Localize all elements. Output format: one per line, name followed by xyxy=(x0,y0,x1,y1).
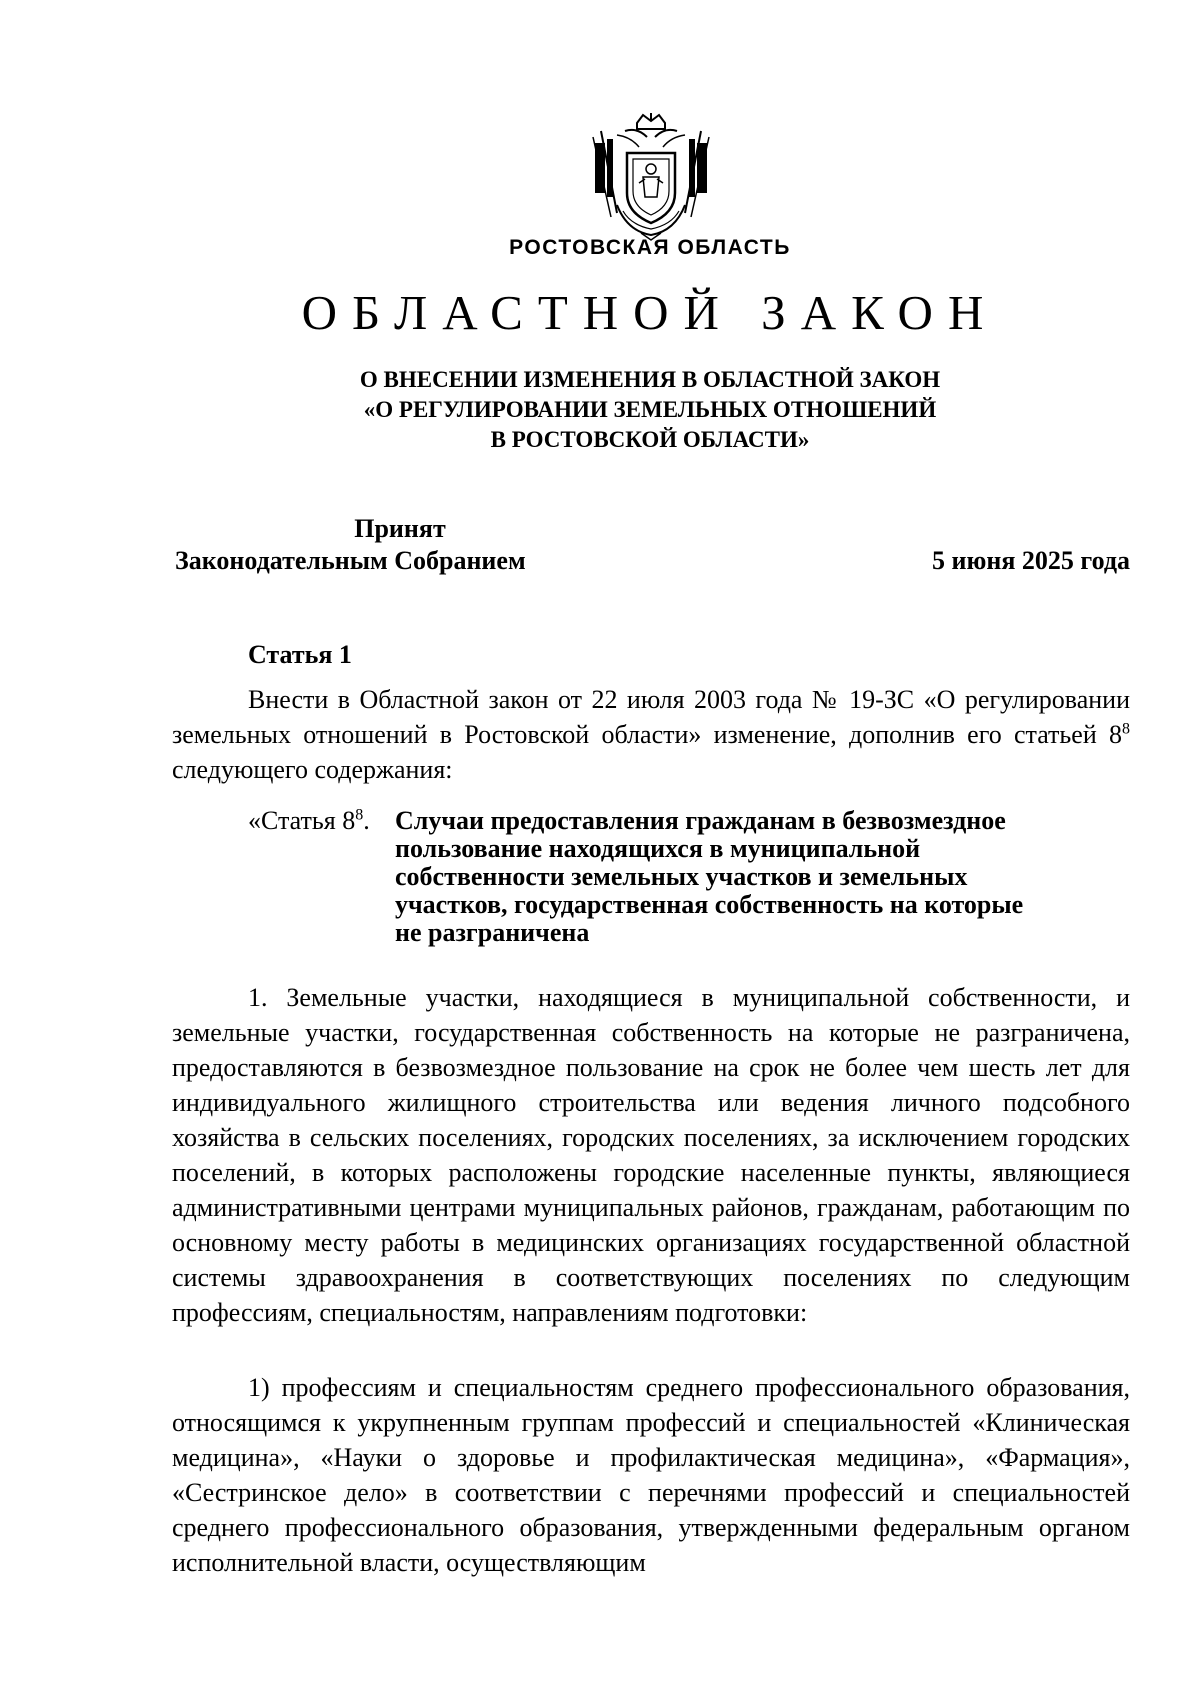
law-type-heading: ОБЛАСТНОЙ ЗАКОН xyxy=(301,285,999,340)
article-intro-paragraph xyxy=(172,682,1130,787)
paragraph-1-item-1: 1) профессиям и специальностям среднего профессионального образования, относящимся к укрупненным группам профессий и специальностей «Клиническая медицина», «Науки о здоровье и профилактическая медицина», «Фармация», «Сестринское дело» в соответствии с перечнями профессий и специальностей среднего профессионального образования, утвержденными федеральным органом исполнительной власти, осуществляющим xyxy=(172,1373,1130,1577)
intro-text-end: следующего содержания: xyxy=(172,755,453,784)
sub-article-prefix xyxy=(248,807,370,835)
sub-article-prefix-text: «Статья 8 xyxy=(248,806,356,835)
sub-article-title-line: собственности земельных участков и земельных xyxy=(395,862,968,891)
law-title-line: О ВНЕСЕНИИ ИЗМЕНЕНИЯ В ОБЛАСТНОЙ ЗАКОН xyxy=(359,367,941,392)
sub-article-title-line: не разграничена xyxy=(395,918,590,947)
intro-text: Внести в Областной закон от 22 июля 2003 года № 19-ЗС «О регулировании земельных отношений в Ростовской области» изменение, дополнив его статьей 8 xyxy=(172,685,1130,749)
coat-of-arms-emblem xyxy=(587,113,715,241)
intro-superscript: 8 xyxy=(1122,720,1130,738)
region-name: РОСТОВСКАЯ ОБЛАСТЬ xyxy=(509,236,791,259)
sub-article-title xyxy=(395,807,1125,947)
sub-article-title-line: участков, государственная собственность на которые xyxy=(395,890,1024,919)
paragraph-1: 1. Земельные участки, находящиеся в муниципальной собственности, и земельные участки, государственная собственность на которые не разграничена, предоставляются в безвозмездное пользование на срок не более чем шесть лет для индивидуального жилищного строительства или ведения личного подсобного хозяйства в сельских поселениях, городских поселениях, за исключением городских поселений, в которых расположены городские населенные пункты, являющиеся административными центрами муниципальных районов, гражданам, работающим по основному месту работы в медицинских организациях государственной областной системы здравоохранения в соответствующих поселениях по следующим профессиям, специальностям, направлениям подготовки: xyxy=(172,983,1130,1327)
adoption-date: 5 июня 2025 года xyxy=(932,546,1130,575)
sub-article-title-line: пользование находящихся в муниципальной xyxy=(395,834,921,863)
adopted-by: Законодательным Собранием xyxy=(175,546,526,575)
article-heading: Статья 1 xyxy=(248,640,352,669)
law-title-line: «О РЕГУЛИРОВАНИИ ЗЕМЕЛЬНЫХ ОТНОШЕНИЙ xyxy=(363,397,937,422)
sub-article-prefix-dot: . xyxy=(363,806,370,835)
law-title-line: В РОСТОВСКОЙ ОБЛАСТИ» xyxy=(490,427,810,452)
adopted-label: Принят xyxy=(354,514,446,543)
sub-article-title-line: Случаи предоставления гражданам в безвозмездное xyxy=(395,806,1006,835)
sub-article-superscript: 8 xyxy=(355,806,364,824)
coat-of-arms-icon xyxy=(587,113,715,241)
law-title xyxy=(300,365,1000,455)
